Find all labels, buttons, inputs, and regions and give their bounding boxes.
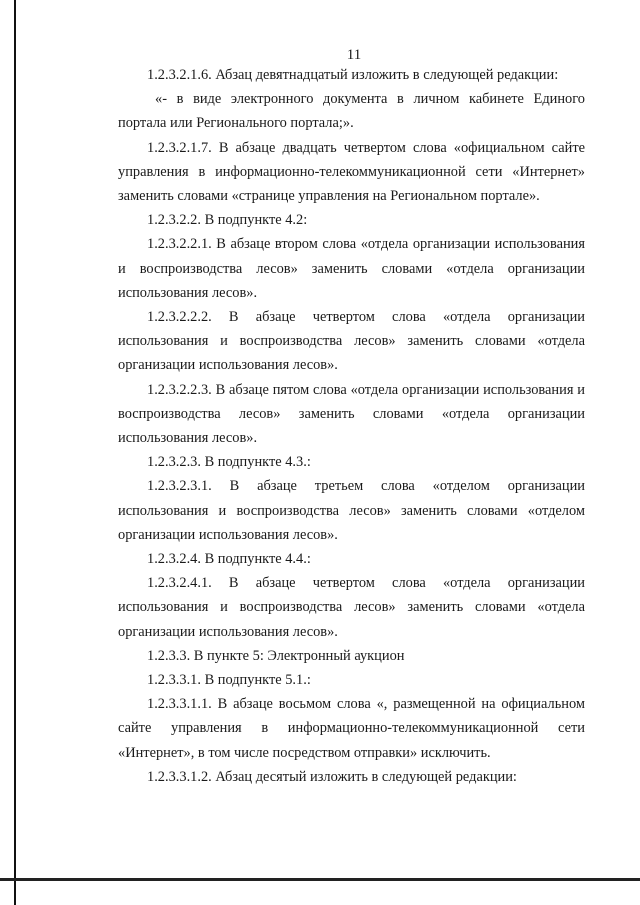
paragraph: 1.2.3.2.2.3. В абзаце пятом слова «отдела организации использования и воспроизводства лесов» заменить словами «отдела организации использования лесов». [118, 381, 585, 447]
paragraph: 1.2.3.2.3. В подпункте 4.3.: [147, 454, 311, 471]
paragraph: 1.2.3.3. В пункте 5: Электронный аукцион [147, 647, 405, 664]
paragraph: 1.2.3.2.1.7. В абзаце двадцать четвертом слова «официальном сайте управления в информационно-телекоммуникационной сети «Интернет» заменить словами «странице управления на Региональном портале». [118, 139, 585, 205]
page-number: 11 [346, 47, 362, 63]
paragraph: 1.2.3.2.2.1. В абзаце втором слова «отдела организации использования и воспроизводства лесов» заменить словами «отдела организации использования лесов». [118, 236, 585, 301]
paragraph: 1.2.3.3.1.1. В абзаце восьмом слова «, размещенной на официальном сайте управления в информационно-телекоммуникационной сети «Интернет», в том числе посредством отправки» исключить. [118, 696, 585, 761]
document-body [118, 63, 585, 789]
scan-bottom-edge [0, 878, 640, 881]
paragraph: 1.2.3.2.4. В подпункте 4.4.: [147, 551, 311, 568]
paragraph: 1.2.3.3.1.2. Абзац десятый изложить в следующей редакции: [147, 768, 517, 785]
paragraph: 1.2.3.2.4.1. В абзаце четвертом слова «отдела организации использования и воспроизводства лесов» заменить словами «отдела организации использования лесов». [118, 575, 585, 640]
paragraph: 1.2.3.3.1. В подпункте 5.1.: [147, 672, 311, 689]
paragraph: 1.2.3.2.2.2. В абзаце четвертом слова «отдела организации использования и воспроизводства лесов» заменить словами «отдела организации использования лесов». [118, 309, 585, 374]
paragraph: 1.2.3.2.1.6. Абзац девятнадцатый изложить в следующей редакции: [147, 67, 559, 83]
scan-left-edge [14, 0, 16, 905]
paragraph: «- в виде электронного документа в личном кабинете Единого портала или Регионального портала;». [118, 91, 585, 132]
paragraph: 1.2.3.2.3.1. В абзаце третьем слова «отделом организации использования и воспроизводства лесов» заменить словами «отделом организации использования лесов». [118, 478, 585, 543]
paragraph: 1.2.3.2.2. В подпункте 4.2: [147, 212, 308, 229]
